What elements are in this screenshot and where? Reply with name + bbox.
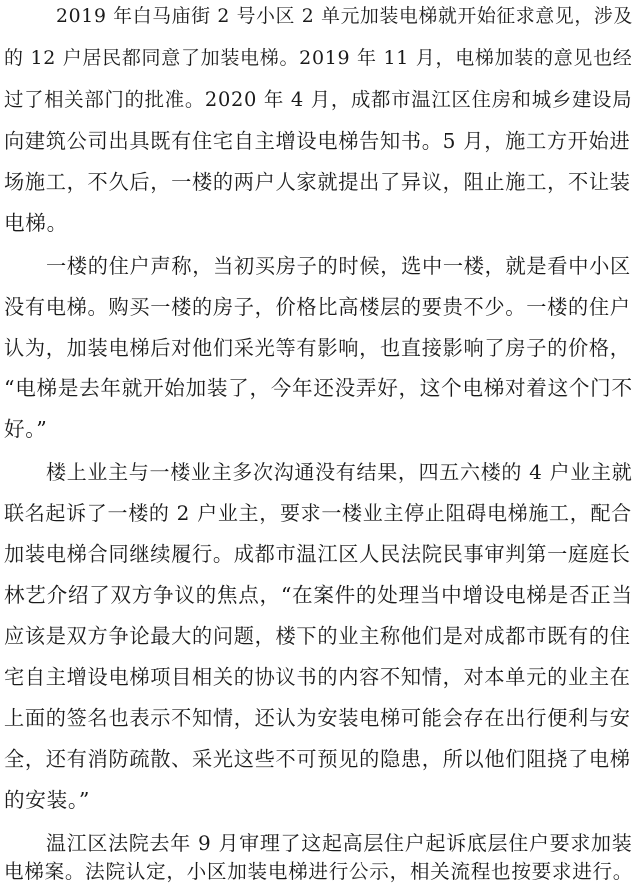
paragraph-3-line-9: 的安装。” <box>4 788 91 812</box>
paragraph-1-line-6: 电梯。 <box>4 211 68 235</box>
paragraph-1-line-5: 场施工，不久后，一楼的两户人家就提出了异议，阻止施工，不让装 <box>4 170 631 194</box>
paragraph-3-line-6: 宅自主增设电梯项目相关的协议书的内容不知情，对本单元的业主在 <box>4 665 631 689</box>
paragraph-2-line-5: 好。” <box>4 417 48 441</box>
paragraph-3-line-5: 应该是双方争论最大的问题，楼下的业主称他们是对成都市既有的住 <box>4 624 631 648</box>
paragraph-4-line-2: 电梯案。法院认定，小区加装电梯进行公示，相关流程也按要求进行。 <box>4 860 634 883</box>
paragraph-1-line-3: 过了相关部门的批准。2020 年 4 月，成都市温江区住房和城乡建设局 <box>4 88 633 111</box>
paragraph-2-line-3: 认为，加装电梯后对他们采光等有影响，也直接影响了房子的价格， <box>4 336 631 360</box>
paragraph-3-line-1: 楼上业主与一楼业主多次沟通没有结果，四五六楼的 4 户业主就 <box>46 460 633 484</box>
paragraph-1-line-1: 2019 年白马庙街 2 号小区 2 单元加装电梯就开始征求意见，涉及 <box>56 6 633 27</box>
paragraph-3-line-7: 上面的签名也表示不知情，还认为安装电梯可能会存在出行便利与安 <box>4 706 631 730</box>
paragraph-2-line-2: 没有电梯。购买一楼的房子，价格比高楼层的要贵不少。一楼的住户 <box>4 295 631 319</box>
paragraph-3-line-8: 全，还有消防疏散、采光这些不可预见的隐患，所以他们阻挠了电梯 <box>4 747 631 771</box>
paragraph-2-line-1: 一楼的住户声称，当初买房子的时候，选中一楼，就是看中小区 <box>46 254 631 278</box>
paragraph-4-line-1: 温江区法院去年 9 月审理了这起高层住户起诉底层住户要求加装 <box>46 831 633 855</box>
paragraph-1-line-2: 的 12 户居民都同意了加装电梯。2019 年 11 月，电梯加装的意见也经 <box>4 47 633 69</box>
paragraph-3-line-2: 联名起诉了一楼的 2 户业主，要求一楼业主停止阻碍电梯施工，配合 <box>4 501 632 525</box>
paragraph-2-line-4: “电梯是去年就开始加装了，今年还没弄好，这个电梯对着这个门不 <box>4 376 633 400</box>
paragraph-3-line-3: 加装电梯合同继续履行。成都市温江区人民法院民事审判第一庭庭长 <box>4 542 631 566</box>
paragraph-1-line-4: 向建筑公司出具既有住宅自主增设电梯告知书。5 月，施工方开始进 <box>4 129 631 153</box>
paragraph-3-line-4: 林艺介绍了双方争议的焦点，“在案件的处理当中增设电梯是否正当 <box>4 583 633 607</box>
